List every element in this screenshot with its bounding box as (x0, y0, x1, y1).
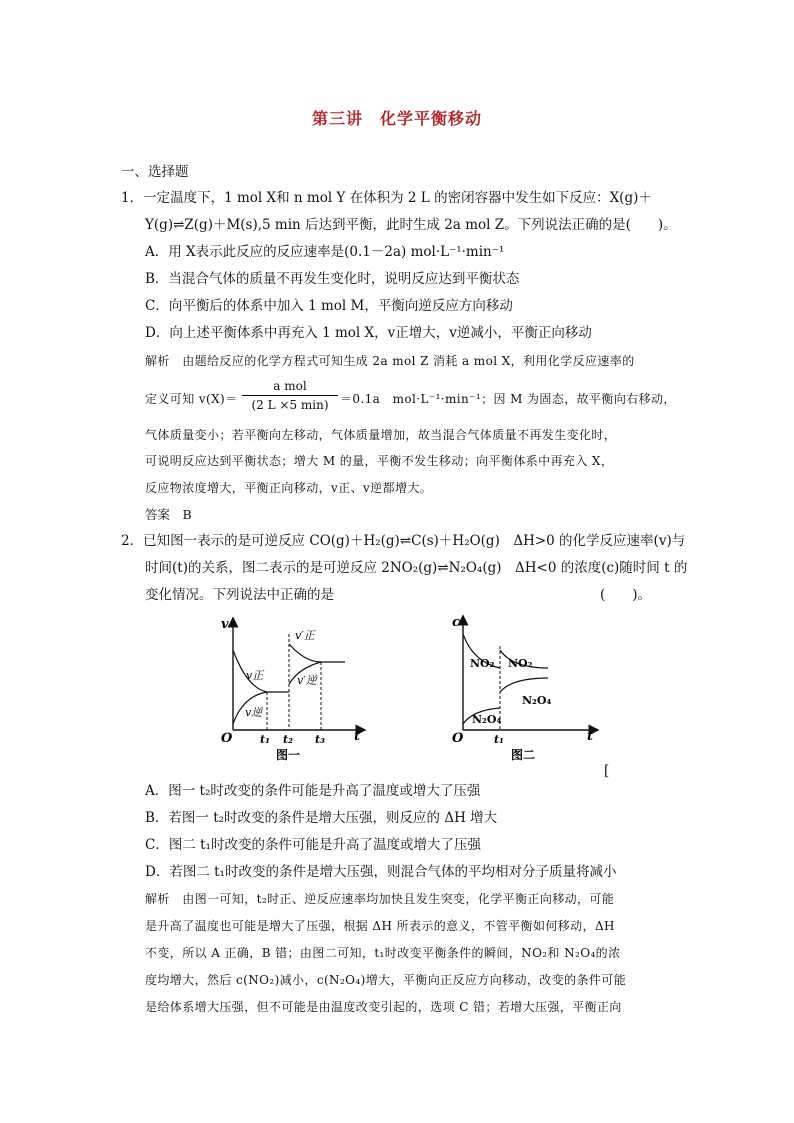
q1-stem-line2: Y(g)⇌Z(g)＋M(s),5 min 后达到平衡，此时生成 2a mol Z。下列说法正确的是( )。 (145, 217, 677, 233)
fig1-label-vni: v逆 (245, 706, 263, 719)
q2-analysis-line1: 解析 由图一可知，t₂时正、逆反应速率均加快且发生突变，化学平衡正向移动，可能 (145, 892, 615, 906)
q2-option-b[interactable]: B．若图一 t₂时改变的条件是增大压强，则反应的 ΔH 增大 (145, 810, 498, 826)
q2-analysis-line5: 是给体系增大压强，但不可能是由温度改变引起的，选项 C 错；若增大压强，平衡正向 (145, 1000, 622, 1014)
q1-option-c[interactable]: C．向平衡后的体系中加入 1 mol M，平衡向逆反应方向移动 (145, 298, 513, 314)
q1-answer: 答案 B (145, 507, 192, 522)
fraction-denominator: (2 L ×5 min) (251, 398, 329, 412)
fig1-label-vzheng2: v′正 (295, 629, 315, 642)
fig1-label-vzheng: v正 (246, 669, 264, 682)
q2-analysis-line2: 是升高了温度也可能是增大了压强，根据 ΔH 所表示的意义，不管平衡如何移动，ΔH (145, 919, 615, 933)
q2-answer-paren: ( )。 (600, 587, 652, 603)
fig1-x-label: t (354, 729, 361, 744)
q1-option-a[interactable]: A．用 X表示此反应的反应速率是(0.1－2a) mol·L⁻¹·min⁻¹ (145, 244, 505, 260)
fraction-numerator: a mol (273, 379, 307, 393)
q2-option-a[interactable]: A．图一 t₂时改变的条件可能是升高了温度或增大了压强 (145, 783, 481, 799)
q1-stem-line1: 1．一定温度下，1 mol X和 n mol Y 在体积为 2 L 的密闭容器中发生如下反应：X(g)＋ (121, 190, 652, 206)
fig1-tick-t2: t₂ (283, 733, 293, 746)
q1-fraction (242, 378, 338, 413)
q2-analysis-line4: 度均增大，然后 c(NO₂)减小，c(N₂O₄)增大，平衡向正反应方向移动，改变的条件可能 (145, 973, 627, 987)
fig2-label-n2o4-b: N₂O₄ (522, 694, 552, 707)
figure-2 (448, 612, 608, 762)
figure-1 (213, 612, 373, 762)
fig1-tick-t3: t₃ (315, 733, 325, 746)
q1-analysis-line2-post: ＝0.1a mol·L⁻¹·min⁻¹；因 M 为固态，故平衡向右移动， (340, 392, 676, 406)
q1-option-d[interactable]: D．向上述平衡体系中再充入 1 mol X，v正增大，v逆减小，平衡正向移动 (145, 325, 592, 341)
fig1-tick-t1: t₁ (260, 733, 270, 746)
q1-analysis-line3: 气体质量变小；若平衡向左移动，气体质量增加，故当混合气体质量不再发生变化时， (145, 428, 617, 442)
fig2-label-no2-b: NO₂ (508, 657, 533, 670)
fig2-x-label: t (587, 729, 594, 744)
fig1-origin: O (221, 731, 233, 746)
q1-analysis-line1: 解析 由题给反应的化学方程式可知生成 2a mol Z 消耗 a mol X，利用化学反应速率的 (145, 354, 635, 368)
fig1-y-label: v (221, 617, 229, 632)
q2-stem-line3: 变化情况。下列说法中正确的是 (145, 587, 334, 603)
q2-stem-line1: 2．已知图一表示的是可逆反应 CO(g)＋H₂(g)⇌C(s)＋H₂O(g) ΔH>0 的化学反应速率(v)与 (121, 533, 686, 549)
section-heading: 一、选择题 (121, 164, 189, 180)
q1-analysis-line5: 反应物浓度增大，平衡正向移动，v正、v逆都增大。 (145, 481, 433, 495)
fig1-caption: 图一 (276, 748, 301, 762)
fraction-bar (242, 395, 338, 396)
fig1-vzheng2-curve (289, 644, 345, 662)
q2-option-d[interactable]: D．若图二 t₁时改变的条件是增大压强，则混合气体的平均相对分子质量将减小 (145, 864, 617, 880)
fig2-caption: 图二 (511, 748, 536, 762)
q2-stem-line2: 时间(t)的关系，图二表示的是可逆反应 2NO₂(g)⇌N₂O₄(g) ΔH<0 的浓度(c)随时间 t 的 (145, 560, 688, 576)
fig2-origin: O (452, 731, 464, 746)
fig2-label-n2o4-a: N₂O₄ (472, 713, 502, 726)
fig2-tick-t1: t₁ (494, 733, 504, 746)
fig2-label-no2-a: NO₂ (470, 657, 495, 670)
fig2-y-label: c (452, 615, 460, 630)
page-title: 第三讲 化学平衡移动 (311, 109, 482, 128)
q1-option-b[interactable]: B．当混合气体的质量不再发生变化时，说明反应达到平衡状态 (145, 271, 520, 287)
stray-bracket: [ (604, 763, 610, 779)
q2-option-c[interactable]: C．图二 t₁时改变的条件可能是升高了温度或增大了压强 (145, 837, 481, 853)
fig2-n2o4-curve-b (500, 678, 548, 692)
q1-analysis-line4: 可说明反应达到平衡状态；增大 M 的量，平衡不发生移动；向平衡体系中再充入 X， (145, 454, 614, 468)
q1-analysis-line2-pre: 定义可知 v(X)＝ (145, 392, 238, 406)
fig1-label-vni2: v′逆 (297, 674, 317, 687)
q2-analysis-line3: 不变，所以 A 正确，B 错；由图二可知，t₁时改变平衡条件的瞬间，NO₂和 N₂O₄的浓 (145, 946, 621, 960)
